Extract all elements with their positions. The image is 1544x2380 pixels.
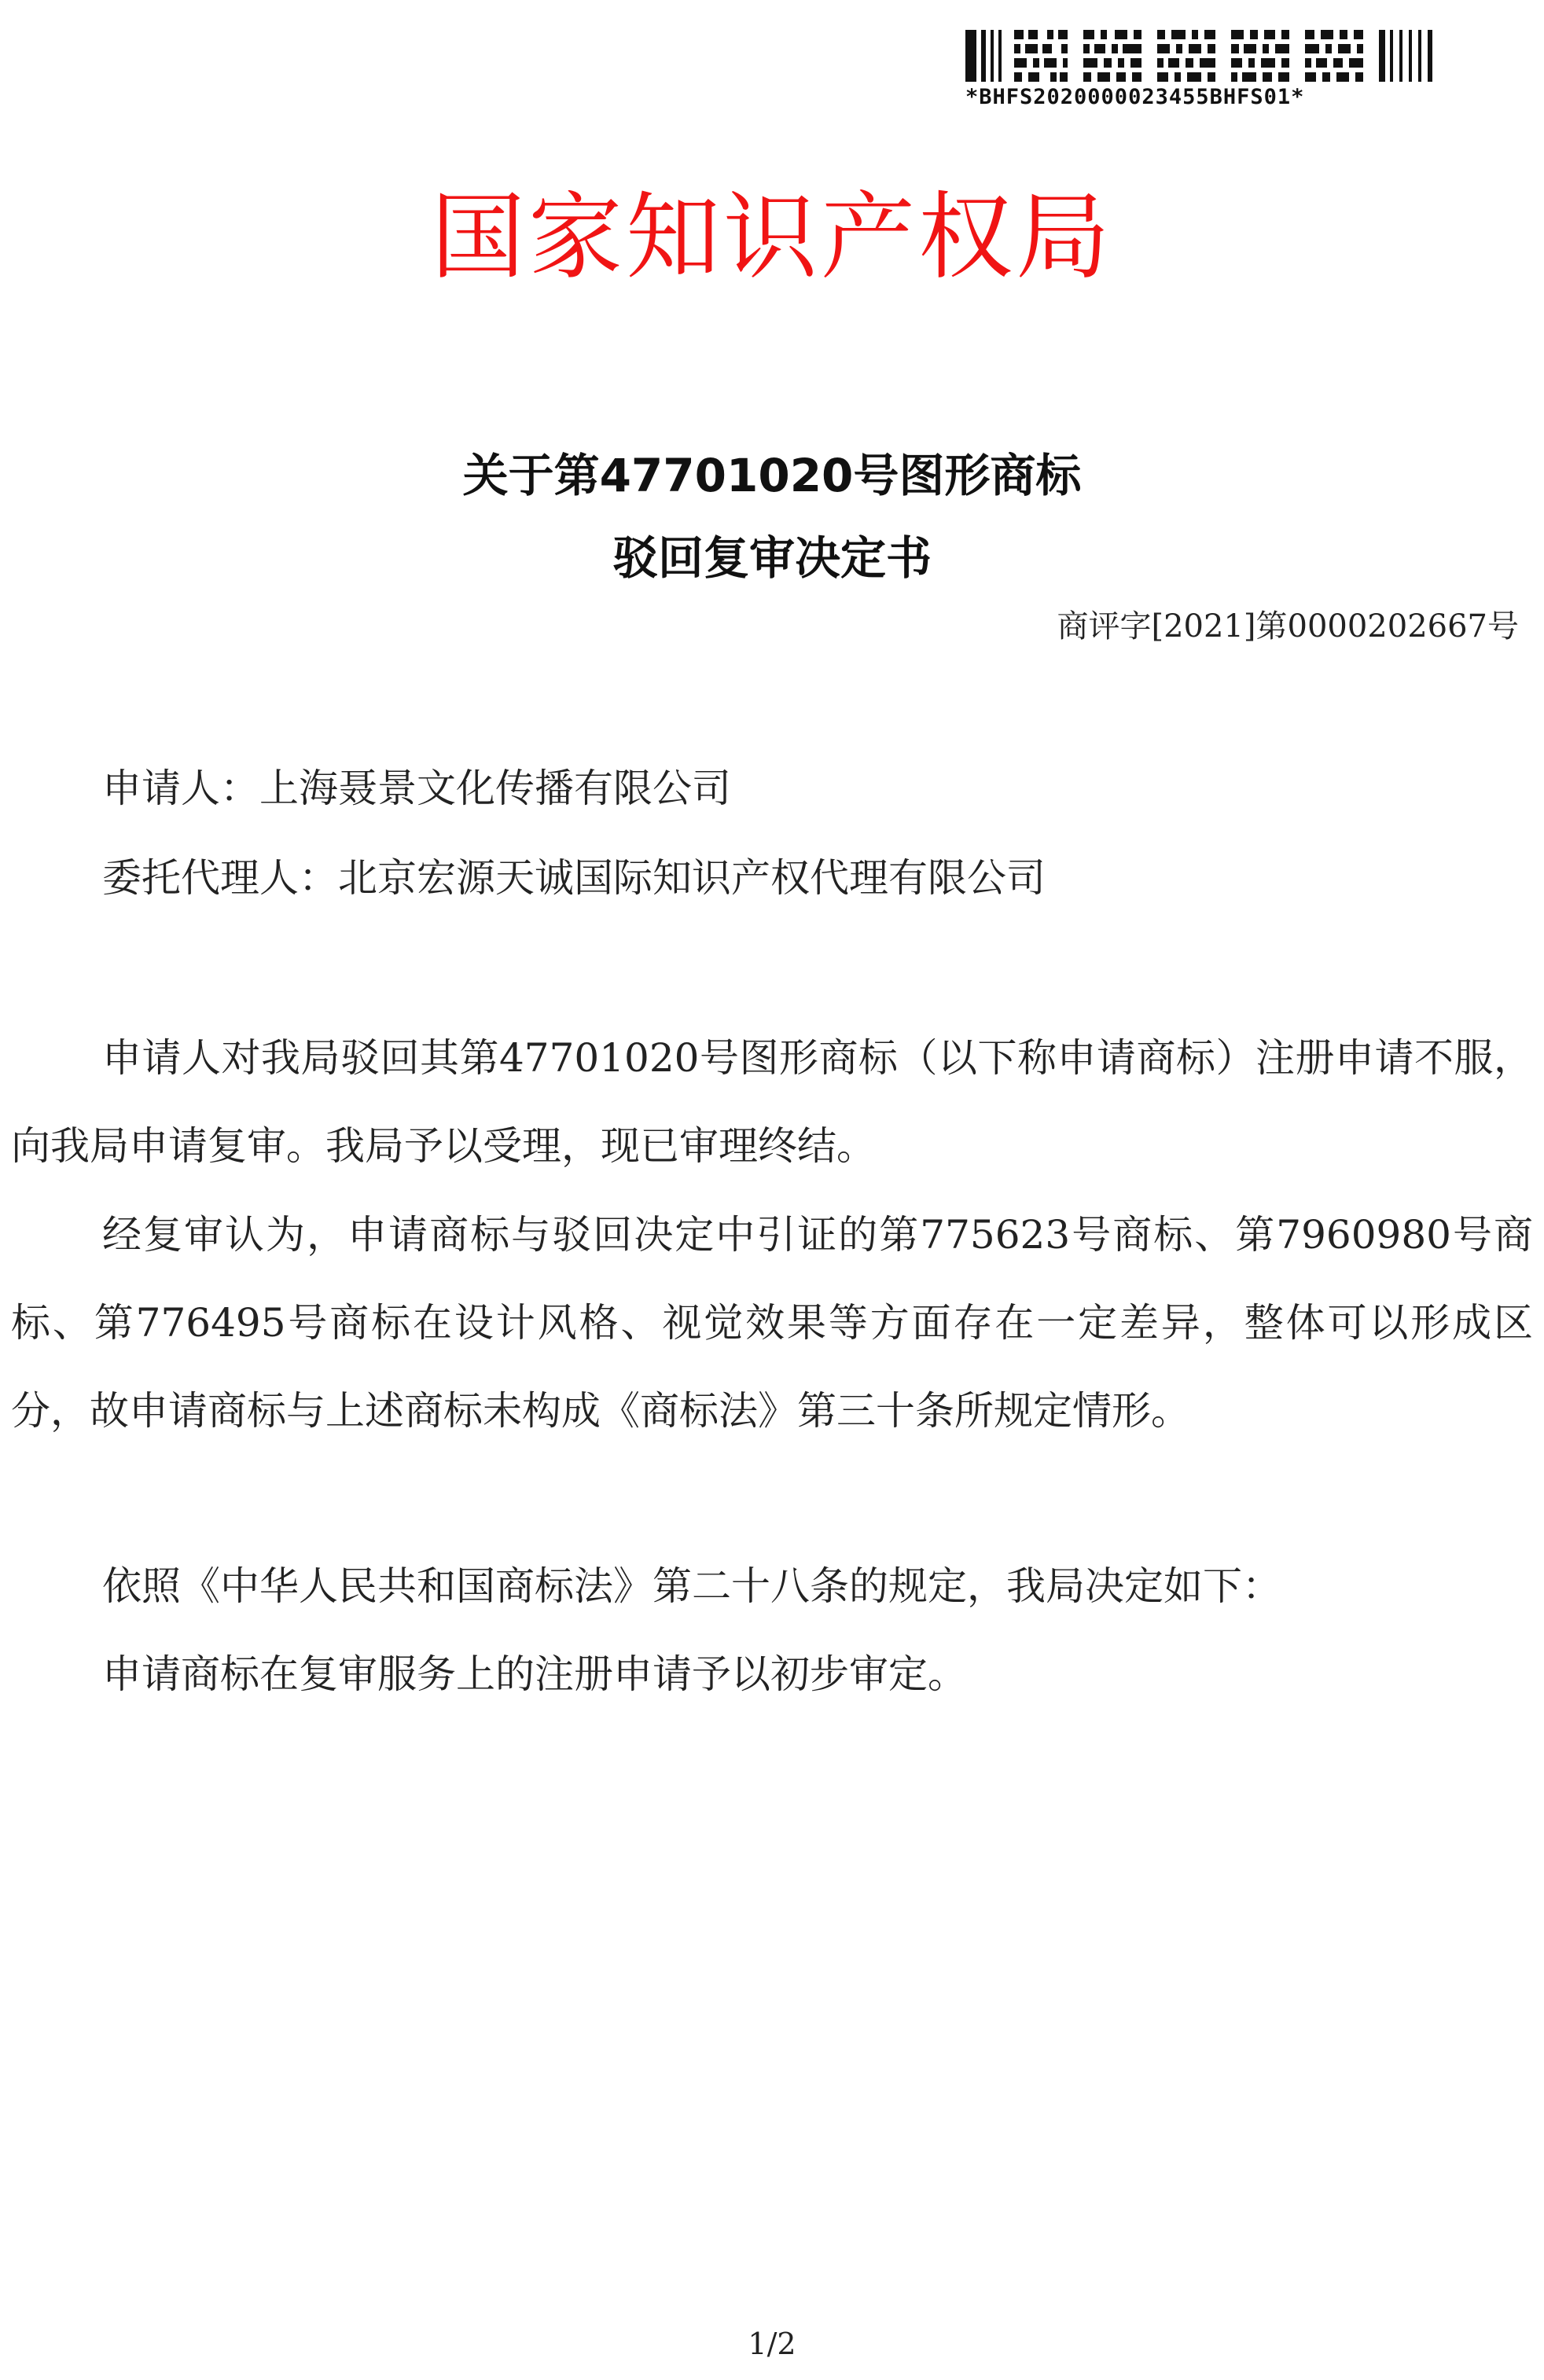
body-paragraph-2: 经复审认为，申请商标与驳回决定中引证的第775623号商标、第7960980号商标、第776495号商标在设计风格、视觉效果等方面存在一定差异，整体可以形成区分，故申请商标与上述商标未构成《商标法》第三十条所规定情形。 (11, 1212, 1533, 1434)
document-title-line2: 驳回复审决定书 (612, 531, 932, 585)
document-barcode (965, 30, 1437, 82)
document-title-line1: 关于第47701020号图形商标 (462, 449, 1082, 502)
body-paragraph-4: 申请商标在复审服务上的注册申请予以初步审定。 (102, 1651, 967, 1697)
body-paragraph-3: 依照《中华人民共和国商标法》第二十八条的规定，我局决定如下： (102, 1563, 1281, 1609)
applicant-field: 申请人：上海聂景文化传播有限公司 (102, 766, 731, 811)
page-number: 1/2 (748, 2327, 796, 2361)
barcode-code: *BHFS2020000023455BHFS01* (965, 85, 1305, 109)
issuing-organization: 国家知识产权局 (431, 183, 1113, 292)
reference-number: 商评字[2021]第0000202667号 (1057, 608, 1519, 645)
agent-field: 委托代理人：北京宏源天诚国际知识产权代理有限公司 (102, 855, 1046, 901)
body-paragraph-1: 申请人对我局驳回其第47701020号图形商标（以下称申请商标）注册申请不服，向我局申请复审。我局予以受理，现已审理终结。 (11, 1035, 1533, 1169)
